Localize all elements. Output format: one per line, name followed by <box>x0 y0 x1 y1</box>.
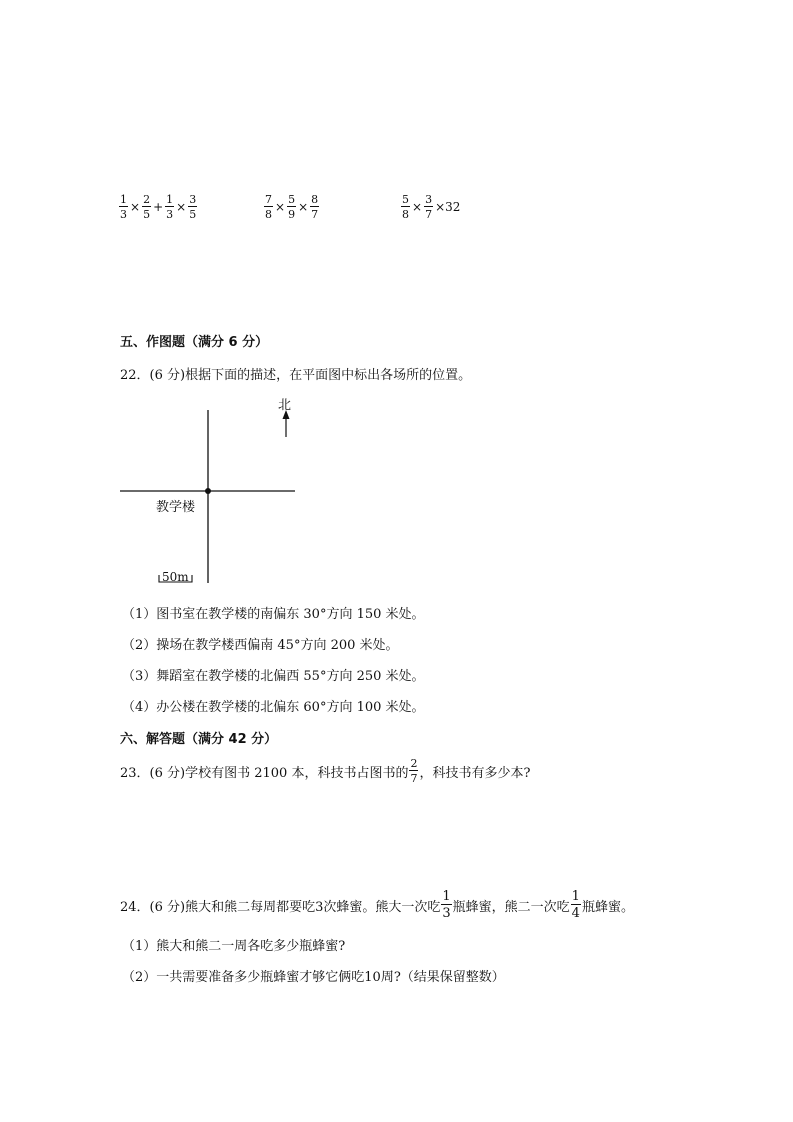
question-23: 23．(6 分)学校有图书 2100 本，科技书占图书的 $\frac{2}{7}$ ，科技书有多少本? <box>120 757 531 785</box>
question-22: 22．(6 分)根据下面的描述，在平面图中标出各场所的位置。 <box>120 368 472 383</box>
fraction: $\frac{5}{9}$ <box>288 193 296 221</box>
list-item: （2）一共需要准备多少瓶蜂蜜才够它俩吃10周?（结果保留整数） <box>122 970 505 985</box>
list-item: （3）舞蹈室在教学楼的北偏西 55°方向 250 米处。 <box>122 669 425 684</box>
list-item: （4）办公楼在教学楼的北偏东 60°方向 100 米处。 <box>122 700 425 715</box>
list-item: （1）图书室在教学楼的南偏东 30°方向 150 米处。 <box>122 607 425 622</box>
fraction: $\frac{2}{5}$ <box>143 193 151 221</box>
operator: + <box>153 200 164 214</box>
building-label: 教学楼 <box>156 500 196 515</box>
fraction: $\frac{1}{3}$ <box>442 889 451 921</box>
question-24: 24．(6 分)熊大和熊二每周都要吃3次蜂蜜。熊大一次吃 $\frac{1}{3}$ 瓶蜂蜜，熊二一次吃 $\frac{1}{4}$ 瓶蜂蜜。 <box>120 889 634 921</box>
fraction: $\frac{7}{8}$ <box>265 193 272 221</box>
fraction: $\frac{1}{4}$ <box>571 889 580 921</box>
operator: × <box>298 200 309 214</box>
fraction: $\frac{3}{7}$ <box>425 193 433 221</box>
fraction: $\frac{2}{7}$ <box>410 757 418 785</box>
scale-label: 50m <box>162 570 189 584</box>
expression-2 <box>263 194 320 220</box>
section-heading-5: 五、作图题（满分 6 分） <box>120 335 269 350</box>
operator: ×32 <box>435 200 461 214</box>
north-label: 北 <box>278 398 292 413</box>
list-item: （1）熊大和熊二一周各吃多少瓶蜂蜜? <box>122 939 346 954</box>
compass-plan-diagram <box>115 390 305 590</box>
expression-3 <box>400 194 461 220</box>
operator: × <box>275 200 286 214</box>
origin-dot <box>205 488 211 494</box>
expression-1 <box>118 194 198 220</box>
list-item: （2）操场在教学楼西偏南 45°方向 200 米处。 <box>122 638 399 653</box>
fraction: $\frac{1}{3}$ <box>120 193 127 221</box>
operator: × <box>412 200 423 214</box>
section-heading-6: 六、解答题（满分 42 分） <box>120 732 278 747</box>
operator: × <box>176 200 187 214</box>
fraction: $\frac{8}{7}$ <box>311 193 319 221</box>
fraction: $\frac{5}{8}$ <box>402 193 409 221</box>
operator: × <box>130 200 141 214</box>
fraction: $\frac{3}{5}$ <box>189 193 197 221</box>
fraction: $\frac{1}{3}$ <box>166 193 174 221</box>
